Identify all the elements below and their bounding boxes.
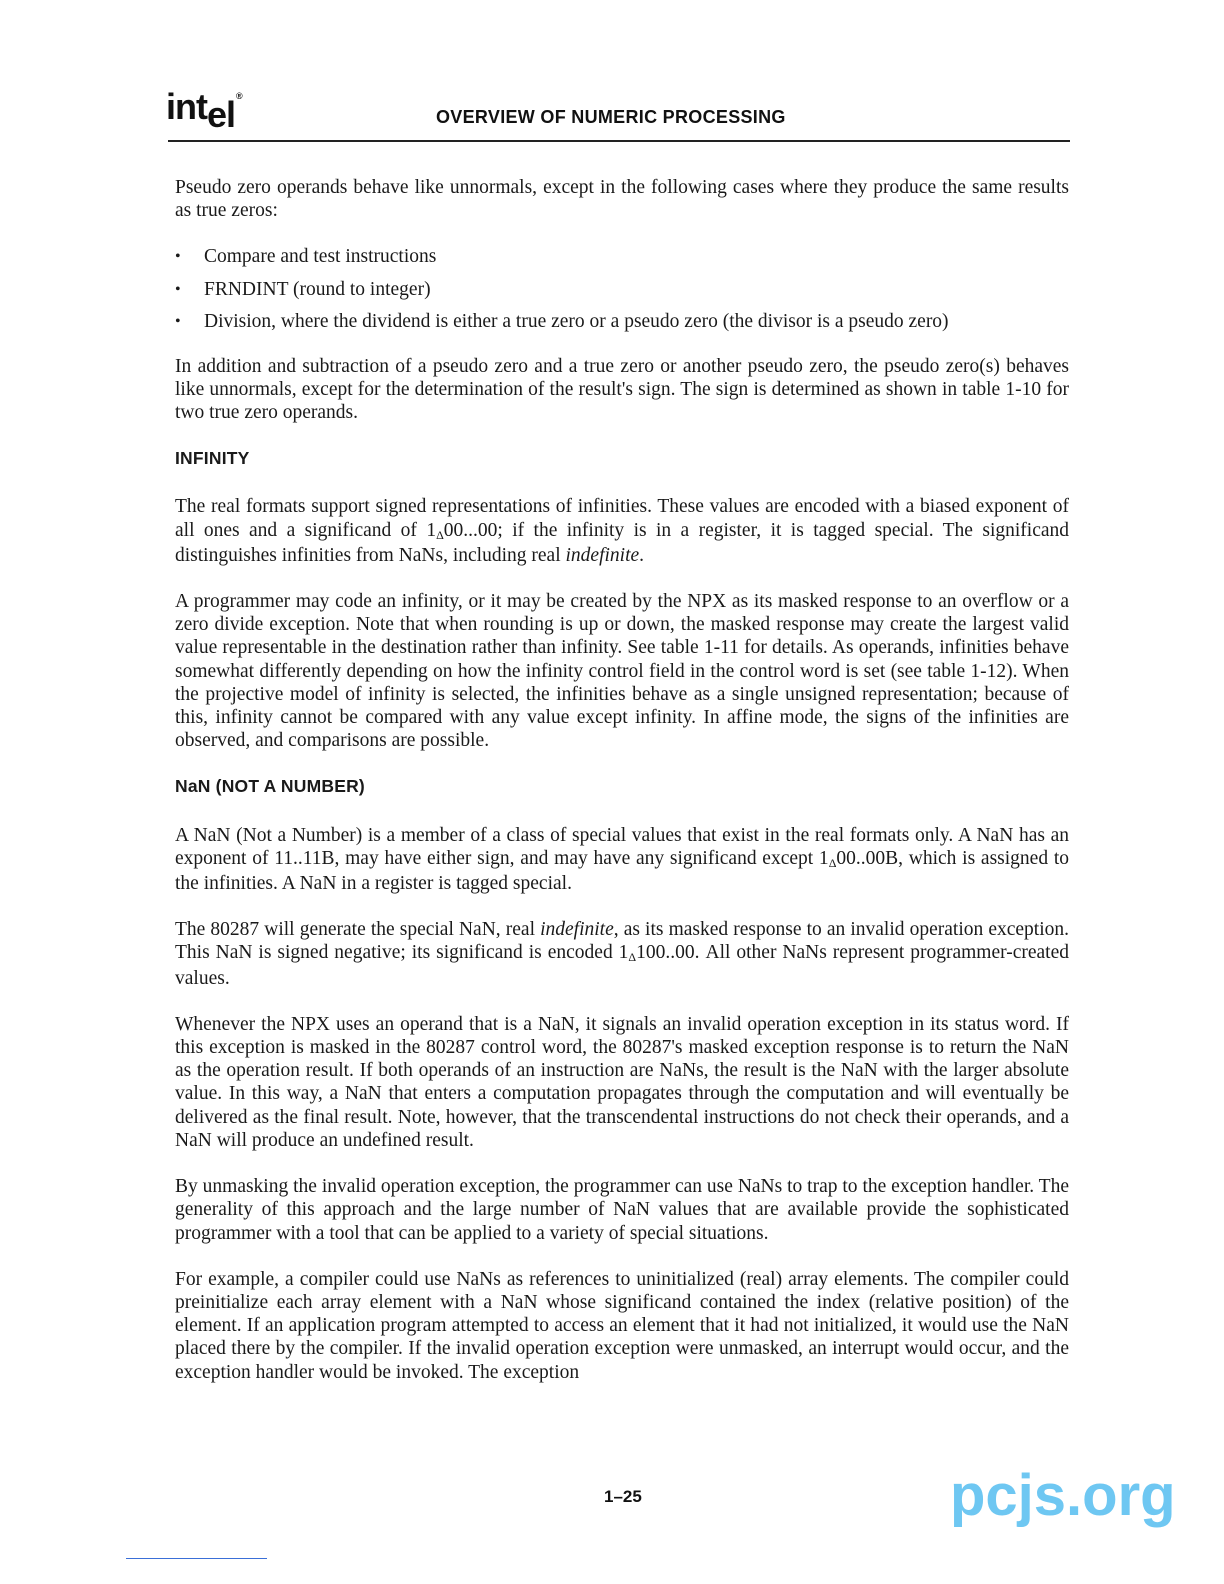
list-item-text: Division, where the dividend is either a true zero or a pseudo zero (the divisor is a pseudo zero) <box>204 311 949 333</box>
list-item <box>175 310 1069 333</box>
heading-nan: NaN (NOT A NUMBER) <box>175 776 365 797</box>
list-item-text: FRNDINT (round to integer) <box>204 278 431 300</box>
bullet-icon: • <box>175 248 181 266</box>
intel-logo <box>166 86 242 135</box>
paragraph-addition-subtraction: In addition and subtraction of a pseudo zero and a true zero or another pseudo zero, the pseudo zero(s) behaves like unnormals, except for the determination of the result's sign. The sign is determined as shown in table 1-10 for two true zero operands. <box>175 355 1069 424</box>
paragraph-compiler-example: For example, a compiler could use NaNs as references to uninitialized (real) array elements. The compiler could preinitialize each array element with a NaN whose significand contained the index (relative position) of the element. If an application program attempted to access an element that it had not initialized, it would use the NaN placed there by the compiler. If the invalid operation exception were unmasked, an interrupt would occur, and the exception handler would be invoked. The exception <box>175 1268 1069 1383</box>
bullet-icon: • <box>175 280 181 298</box>
paragraph-nan-indefinite: The 80287 will generate the special NaN, real indefinite, as its masked response to an invalid operation exception. This NaN is signed negative; its significand is encoded 1Δ100..00. All other NaNs represent programmer-created values. <box>175 919 1070 989</box>
logo-text-tail: el <box>206 94 236 135</box>
logo-text: int <box>166 86 207 127</box>
bullet-list <box>175 245 1069 333</box>
heading-infinity: INFINITY <box>175 448 250 469</box>
paragraph-nan-definition: A NaN (Not a Number) is a member of a class of special values that exist in the real formats only. A NaN has an exponent of 11..11B, may have either sign, and may have any significand except 1Δ00..00B, which is assigned to the infinities. A NaN in a register is tagged special. <box>175 824 1069 895</box>
paragraph-unmasking: By unmasking the invalid operation exception, the programmer can use NaNs to trap to the exception handler. The generality of this approach and the large number of NaN values that are available provide the sophisticated programmer with a tool that can be applied to a variety of special situations. <box>175 1176 1069 1244</box>
paragraph-pseudo-zero-intro: Pseudo zero operands behave like unnormals, except in the following cases where they produce the same results as true zeros: <box>175 177 1069 222</box>
page-header-title: OVERVIEW OF NUMERIC PROCESSING <box>436 107 786 127</box>
list-item <box>175 278 1069 301</box>
paragraph-infinity-encoding: The real formats support signed representations of infinities. These values are encoded with a biased exponent of all ones and a significand of 1Δ00...00; if the infinity is in a register, it is tagged special. The significand distinguishes infinities from NaNs, including real indefinite. <box>175 496 1070 566</box>
header-rule <box>168 140 1070 142</box>
pcjs-watermark: pcjs.org <box>950 1463 1176 1528</box>
logo-registered-mark: ® <box>236 91 242 101</box>
bullet-icon: • <box>175 313 181 331</box>
delta-symbol: Δ <box>628 950 637 965</box>
paragraph-nan-operand: Whenever the NPX uses an operand that is a NaN, it signals an invalid operation exception in its status word. If this exception is masked in the 80287 control word, the 80287's masked exception response is to return the NaN as the operation result. If both operands of an instruction are NaNs, the result is the NaN with the larger absolute value. In this way, a NaN that enters a computation propagates through the computation and will eventually be delivered as the final result. Note, however, that the transcendental instructions do not check their operands, and a NaN will produce an undefined result. <box>175 1013 1069 1151</box>
page-number: 1–25 <box>604 1487 642 1506</box>
page-body <box>175 176 1069 1407</box>
delta-symbol: Δ <box>828 855 837 870</box>
footer-link-line <box>126 1558 267 1559</box>
list-item <box>175 245 1069 268</box>
list-item-text: Compare and test instructions <box>204 246 437 268</box>
delta-symbol: Δ <box>436 527 444 542</box>
paragraph-infinity-operands: A programmer may code an infinity, or it may be created by the NPX as its masked response to an overflow or a zero divide exception. Note that when rounding is up or down, the masked response may create the largest valid value representable in the destination rather than infinity. See table 1-11 for details. As operands, infinities behave somewhat differently depending on how the infinity control field in the control word is set (see table 1-12). When the projective model of infinity is selected, the infinities behave as a single unsigned representation; because of this, infinity cannot be compared with any value except infinity. In affine mode, the signs of the infinities are observed, and comparisons are possible. <box>175 591 1069 752</box>
